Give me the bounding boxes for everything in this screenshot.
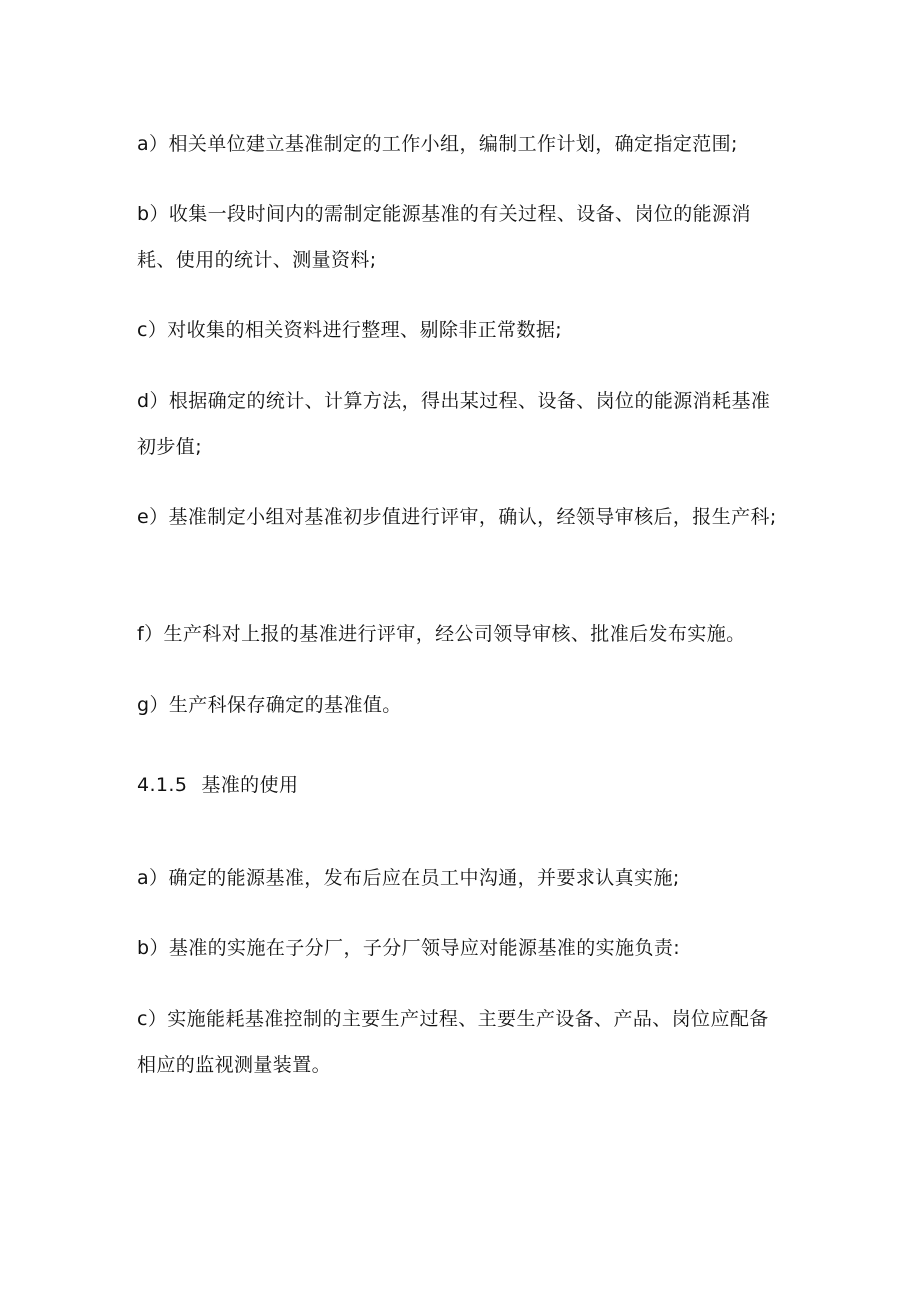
section-number: 4.1.5 xyxy=(137,774,188,796)
step-f: f）生产科对上报的基准进行评审，经公司领导审核、批准后发布实施。 xyxy=(137,623,746,645)
step-d: d）根据确定的统计、计算方法，得出某过程、设备、岗位的能源消耗基准初步值; xyxy=(137,390,771,458)
usage-item-b: b）基准的实施在子分厂，子分厂领导应对能源基准的实施负责: xyxy=(137,937,681,959)
section-title: 基准的使用 xyxy=(201,774,299,796)
step-a: a）相关单位建立基准制定的工作小组，编制工作计划，确定指定范围; xyxy=(137,133,738,155)
step-b: b）收集一段时间内的需制定能源基准的有关过程、设备、岗位的能源消耗、使用的统计、测量资料; xyxy=(137,203,751,271)
usage-item-c: c）实施能耗基准控制的主要生产过程、主要生产设备、产品、岗位应配备相应的监视测量装置。 xyxy=(137,1008,769,1076)
usage-item-a: a）确定的能源基准，发布后应在员工中沟通，并要求认真实施; xyxy=(137,867,680,889)
step-g: g）生产科保存确定的基准值。 xyxy=(137,694,402,716)
step-c: c）对收集的相关资料进行整理、剔除非正常数据; xyxy=(137,319,563,341)
section-heading-4-1-5 xyxy=(137,762,787,808)
step-e: e）基准制定小组对基准初步值进行评审，确认，经领导审核后，报生产科; xyxy=(137,506,777,528)
